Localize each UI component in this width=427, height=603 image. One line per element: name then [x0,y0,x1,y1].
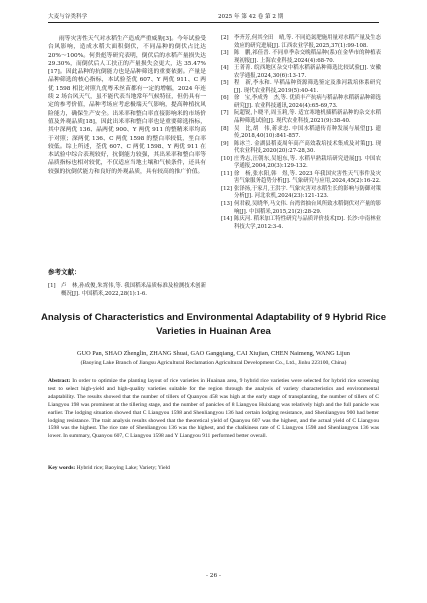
reference-text: 李齐芳,何其全田 晴,等. 不同追氮肥施用量对水稻产量及生态效应的研究进展[J]. 江西农业学报,2025,37(1):99-108. [234,35,382,49]
reference-item [221,216,381,231]
reference-number: [6] [221,95,229,102]
reference-text: 陈庆河. 稻米加工特性研究与品质评价技术[D]. 长沙:中南林业科技大学,2012:3-4. [234,216,381,230]
reference-text: 张泽扬,于家月,王洪宇. 气象灾害对水稻生长的影响与防御对策分析[J]. 河北农机,2024(23):121-123. [234,185,382,200]
issue-info: 2025 年 第 42 卷 第 2 期 [218,14,284,20]
page-number: - 26 - [206,573,221,579]
reference-text: 徐 杨,张水阳,韩 煜,等. 2023 年我国灾害性天气事件及灾害气象服务趋势分析[J]. 气象研究与应用,2024,45(2):16-22. [234,170,381,185]
reference-item [48,283,206,298]
reference-number: [3] [221,50,229,57]
reference-text: 阮超锐,卜晓平,周玉莉,等. 适宜寒地机插稻新品种的杂交水稻品种筛选试验[J]. 现代农业科技,2021(9):38-40. [234,110,381,125]
keywords-text: Hybrid rice; Baoying Lake; Variety; Yield [76,465,170,471]
reference-text: 陈冰兰. 金湖县稻麦周年高产高效栽培技术集成及对策[J]. 现代农业科技,2020(20):27-28,30. [234,140,381,155]
reference-number: [4] [221,65,229,72]
english-title: Analysis of Characteristics and Environmental Adaptability of 9 Hybrid Rice Varieties in Huainan Area [40,312,387,337]
reference-number: [14] [221,216,233,223]
reference-item [221,126,381,141]
reference-text: 王菁菁. 皖西地区杂交中稻水稻新品种筛选比较试验[J]. 安徽农学通报,2024,30(6):13-17. [234,65,381,79]
english-abstract [48,378,379,441]
reference-number: [1] [48,283,56,289]
english-affiliation: (Baoying Lake Branch of Jiangsu Agricultural Reclamation Agricultural Development Co., Ltd., Jinhu 223100, China) [80,360,347,366]
reference-number: [5] [221,80,229,87]
reference-item [221,156,381,171]
abstract-text: In order to optimize the planting layout of rice varieties in Huainan area, 9 hybrid rice varieties were selected for hybrid rice screening test to select high-yield and high-quality varieties suitable for the region through the analysis of variety characteristics and environmental adaptability. The results showed that the number of tillers of Quanyou 458 was high at the early stage of transplanting, the number of tillers of C Liangyou 198 was prominent at the tillering stage, and the number of panicles of 8 Liangyou Huixiang was relatively high and the full panicle was earlier. The lodging situation showed that C Liangyou 1598 and Shenliangyou 136 had certain lodging resistance, and Shenliangyou 900 had better lodging resistance. The trait analysis results showed that the theoretical yield of Quanyou 607 was the highest, and the actual yield of C Liangyou 1598 was the highest. The rice rate of Shenliangyou 136 was the highest, and the chalkiness rate of C Liangyou 1598 and Shenliangyou 136 was lower. In summary, Quanyou 607, C Liangyou 1598 and Y Liangyou 911 performed better overall. [48,378,379,440]
keywords-label: Key words: [48,465,76,471]
reference-text: 何君毅,吴晓华,马文伟. 台湾省抽台风所致水稻倒伏对产量的影响[J]. 中国稻米,2015,21(2):28-29. [234,201,382,215]
abstract-label: Abstract: [48,378,71,384]
english-keywords [48,465,170,471]
reference-item [221,201,381,216]
header-rule [48,22,379,23]
reference-number: [9] [221,140,229,147]
reference-text: 卢 林,孙成俊,朱霄伟,等. 我国稻米品质标准及检测技术创新概况[J]. 中国稻米,2022,28(1):1-6. [61,283,206,297]
reference-item [221,95,381,110]
reference-item [221,141,381,156]
left-column [48,35,206,176]
body-paragraph: 雨等灾害性天气对水稻生产造成严重威胁[3]。今年试验受台风影响，造成水稻大面积倒伏，不同品种的倒伏占比达 20%～100%。何贵彪等研究表明，倒伏后的水稻产量损失达 29.30%，而倒伏后人工扶正的产量损失会更大，达 35.47%[17]。因此品种的抗倒能力也是品种筛选的重要依据。产量是品种筛选的核心指标，本试验荃优 607、Y 两优 911、C 两优 1598 相比对照九优粤禾丝苗都有一定的增幅，2024 年连续 2 场台风天气，虽不能代表当地常年气候特征，但仍具有一定的参考价值，品种考场应考虑极端天气影响，提高种植抗风险能力，确保生产安全。出米率和整白率直接影响米的市场价值及外观品质[18]，因此出米率和整白率也是重要筛选指标，其中深两优 136、晶两优 900、Y 两优 911 的整精米率均高于对照；深两优 136、C 两优 1598 的整白率较低，垩白率较低。综上所述，荃优 607、C 两优 1598、Y 两优 911 在本试验中综合表现较好，抗倒能力较强，其出米率和整白率等品质指标也相对较优，不仅适应当地土壤和气候条件，还具有较强的抗倒伏能力和良好的外观品质，具有较高的推广价值。 [48,36,206,175]
reference-number: [7] [221,110,229,117]
references-right [221,35,381,231]
reference-item [221,50,381,65]
reference-item [221,110,381,125]
reference-text: 程 新,李永和. 旱稻品种资源筛选鉴定及淮河栽培体系研究[J]. 现代农业科技,2019(5):40-41. [234,80,381,94]
reference-item [221,65,381,80]
reference-number: [11] [221,170,233,177]
reference-number: [8] [221,125,229,132]
journal-name: 大麦与谷类科学 [48,14,88,20]
reference-text: 吴 比,胡 伟,蒋求忠. 中国水稻遗传育种发展与展望[J]. 遗传,2018,40(10):841-857. [234,125,381,140]
reference-number: [10] [221,155,233,162]
reference-number: [13] [221,201,233,208]
references-heading: 参考文献： [48,268,81,276]
reference-item [221,186,381,201]
reference-text: 徐 宝,李成秀 杰,等. 优质丰产抗病与稻品种水稻新品种筛选研究[J]. 农业科技通讯,2024(4):65-69,73. [234,95,382,109]
reference-text: 陈 鹏,祁佳晋. 不同单季杂交晚稻品种(系)在金华市的种植表现初报[J]. 上海农业科技,2024(4):68-70. [234,50,381,64]
english-authors: GUO Pan, SHAO Zhenglin, ZHANG Shuai, GAO Gangqiang, CAI Xiujian, CHEN Naimeng, WANG Lijun [77,350,350,357]
reference-number: [12] [221,185,233,192]
reference-item [221,35,381,50]
reference-item [221,171,381,186]
reference-text: 庄秀志,汪朝东,吴旭东,等. 水稻早熟栽培研究进展[J]. 中国农学通报,2004,20(3):129-132. [234,155,381,170]
references-left [48,283,206,298]
reference-number: [2] [221,35,229,41]
reference-item [221,80,381,95]
